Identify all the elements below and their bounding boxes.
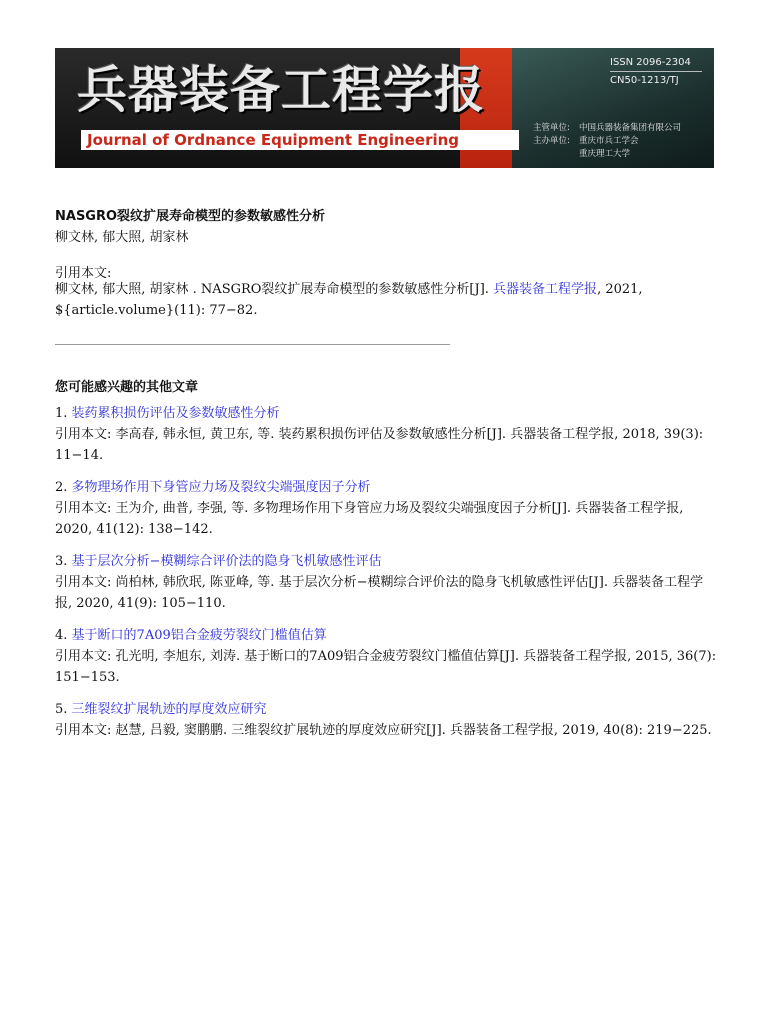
- related-item-title-link[interactable]: 基于断口的7A09铝合金疲劳裂纹门槛值估算: [71, 628, 327, 643]
- article-title: NASGRO裂纹扩展寿命模型的参数敏感性分析: [55, 209, 326, 224]
- related-item: [55, 552, 717, 614]
- sponsor-block: [533, 122, 713, 161]
- related-item-number: 3.: [55, 554, 68, 569]
- journal-title-cn: 兵器装备工程学报: [77, 61, 485, 119]
- article-citation: [55, 279, 717, 321]
- related-item-number: 2.: [55, 480, 68, 495]
- related-item-citation: 引用本文: 李高春, 韩永恒, 黄卫东, 等. 装药累积损伤评估及参数敏感性分析[J]. 兵器装备工程学报, 2018, 39(3): 11−14.: [55, 427, 704, 463]
- citation-prefix: 柳文林, 郁大照, 胡家林 . NASGRO裂纹扩展寿命模型的参数敏感性分析[J].: [55, 282, 494, 297]
- related-item-number: 4.: [55, 628, 68, 643]
- related-item: [55, 404, 717, 466]
- related-articles-heading: 您可能感兴趣的其他文章: [55, 380, 199, 395]
- related-articles-list: [55, 404, 717, 753]
- issn-number: ISSN 2096-2304: [610, 57, 691, 68]
- related-item-title-link[interactable]: 多物理场作用下身管应力场及裂纹尖端强度因子分析: [71, 480, 371, 495]
- citation-suffix: , 2021, ${article.volume}(11): 77−82.: [55, 282, 643, 318]
- related-item: [55, 626, 717, 688]
- issn-divider: [610, 71, 702, 72]
- related-item-citation: 引用本文: 尚柏林, 韩欣珉, 陈亚峰, 等. 基于层次分析−模糊综合评价法的隐身飞机敏感性评估[J]. 兵器装备工程学报, 2020, 41(9): 105−110.: [55, 575, 704, 611]
- sponsor-label: 主管单位:: [533, 123, 570, 133]
- article-authors: 柳文林, 郁大照, 胡家林: [55, 230, 189, 245]
- related-item: [55, 478, 717, 540]
- related-item-title-link[interactable]: 三维裂纹扩展轨迹的厚度效应研究: [71, 702, 267, 717]
- cn-number: CN50-1213/TJ: [610, 75, 679, 86]
- section-divider: [55, 344, 450, 345]
- related-item-title-link[interactable]: 基于层次分析−模糊综合评价法的隐身飞机敏感性评估: [71, 554, 382, 569]
- issn-block: [610, 56, 702, 87]
- related-item-number: 1.: [55, 406, 68, 421]
- related-item-number: 5.: [55, 702, 68, 717]
- related-item-citation: 引用本文: 王为介, 曲普, 李强, 等. 多物理场作用下身管应力场及裂纹尖端强度因子分析[J]. 兵器装备工程学报, 2020, 41(12): 138−142.: [55, 501, 684, 537]
- related-item-title-link[interactable]: 装药累积损伤评估及参数敏感性分析: [71, 406, 280, 421]
- organizer-name-1: 重庆市兵工学会: [579, 136, 639, 146]
- related-item-citation: 引用本文: 孔光明, 李旭东, 刘涛. 基于断口的7A09铝合金疲劳裂纹门槛值估算[J]. 兵器装备工程学报, 2015, 36(7): 151−153.: [55, 649, 717, 685]
- sponsor-name: 中国兵器装备集团有限公司: [579, 123, 682, 133]
- related-item: [55, 700, 717, 741]
- journal-title-en-bar: [81, 130, 519, 150]
- cite-label: 引用本文:: [55, 266, 112, 281]
- journal-link[interactable]: 兵器装备工程学报: [493, 282, 598, 297]
- related-item-citation: 引用本文: 赵慧, 吕毅, 窦鹏鹏. 三维裂纹扩展轨迹的厚度效应研究[J]. 兵器装备工程学报, 2019, 40(8): 219−225.: [55, 723, 712, 738]
- journal-title-en: Journal of Ordnance Equipment Engineering: [87, 131, 460, 149]
- journal-banner: [55, 48, 714, 168]
- organizer-name-2: 重庆理工大学: [579, 149, 631, 159]
- organizer-label: 主办单位:: [533, 136, 570, 146]
